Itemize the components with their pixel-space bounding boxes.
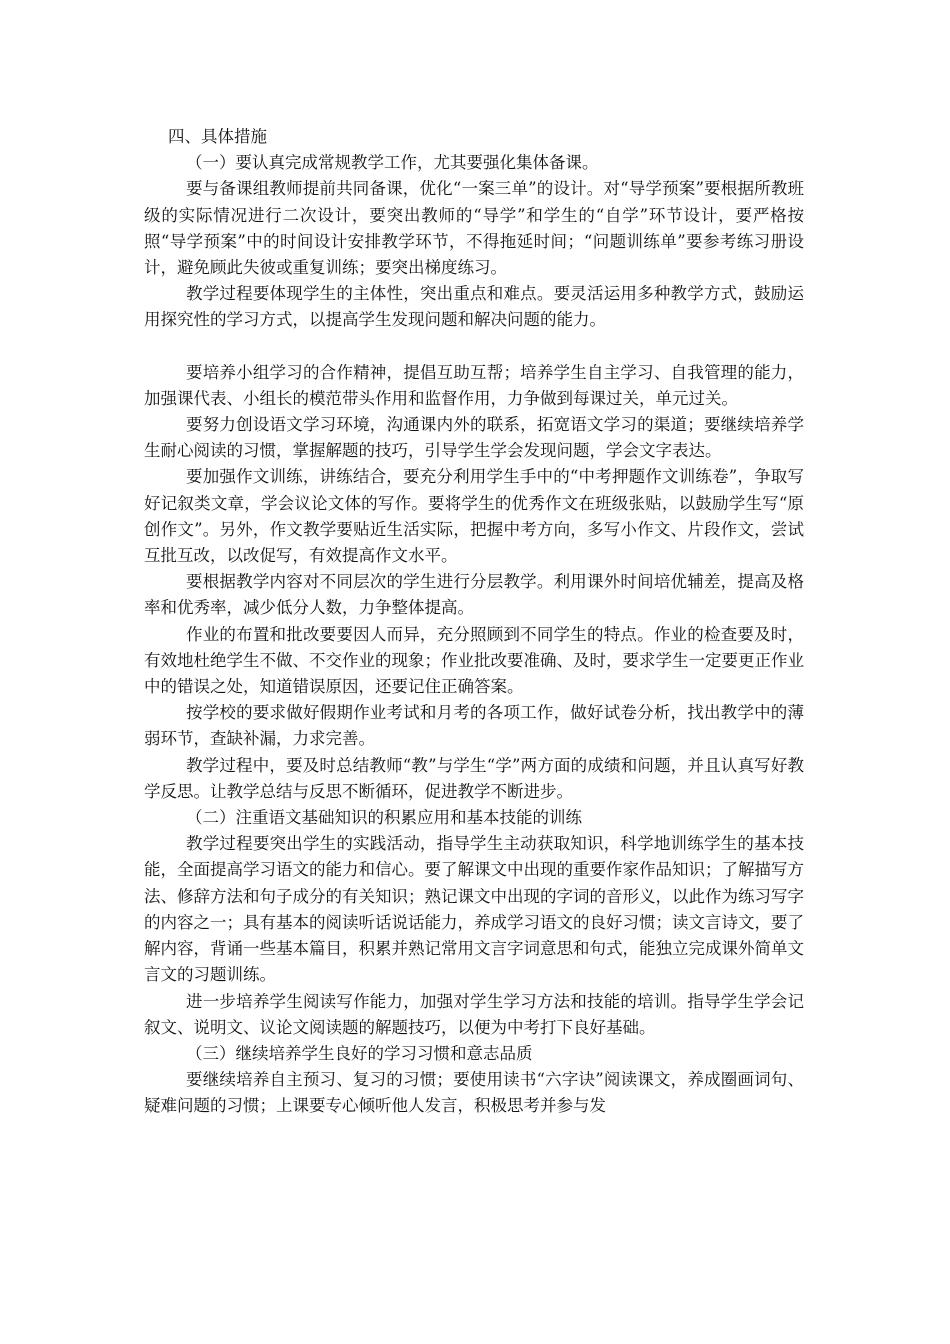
paragraph: 进一步培养学生阅读写作能力，加强对学生学习方法和技能的培训。指导学生学会记叙文、说明文、议论文阅读题的解题技巧，以便为中考打下良好基础。 [144,991,804,1037]
paragraph: 教学过程中，要及时总结教师“教”与学生“学”两方面的成绩和问题，并且认真写好教学反思。让教学总结与反思不断循环，促进教学不断进步。 [144,755,804,801]
paragraph: 教学过程要突出学生的实践活动，指导学生主动获取知识，科学地训练学生的基本技能，全面提高学习语文的能力和信心。要了解课文中出现的重要作家作品知识；了解描写方法、修辞方法和句子成分的有关知识；熟记课文中出现的字词的音形义，以此作为练习写字的内容之一；具有基本的阅读听话说话能力，养成学习语文的良好习惯；读文言诗文，要了解内容，背诵一些基本篇目，积累并熟记常用文言字词意思和句式，能独立完成课外简单文言文的习题训练。 [144,834,804,985]
section3-title: （三）继续培养学生良好的学习习惯和意志品质 [186,1043,533,1063]
paragraph: 要加强作文训练，讲练结合，要充分利用学生手中的“中考押题作文训练卷”，争取写好记叙类文章，学会议论文体的写作。要将学生的优秀作文在班级张贴，以鼓励学生写“原创作文”。另外，作文教学要贴近生活实际，把握中考方向，多写小作文、片段作文，尝试互批互改，以改促写，有效提高作文水平。 [144,467,804,566]
paragraph: 作业的布置和批改要要因人而异，充分照顾到不同学生的特点。作业的检查要及时，有效地杜绝学生不做、不交作业的现象；作业批改要准确、及时，要求学生一定要更正作业中的错误之处，知道错误原因，还要记住正确答案。 [144,624,804,697]
section2-title: （二）注重语文基础知识的积累应用和基本技能的训练 [186,808,582,828]
paragraph: 按学校的要求做好假期作业考试和月考的各项工作，做好试卷分析，找出教学中的薄弱环节，查缺补漏，力求完善。 [144,703,804,749]
document-body [144,124,804,1120]
section1-title: （一）要认真完成常规教学工作，尤其要强化集体备课。 [186,153,599,173]
paragraph: 要与备课组教师提前共同备课，优化“一案三单”的设计。对“导学预案”要根据所教班级的实际情况进行二次设计，要突出教师的“导学”和学生的“自学”环节设计，要严格按照“导学预案”中的时间设计安排教学环节，不得拖延时间；“问题训练单”要参考练习册设计，避免顾此失彼或重复训练；要突出梯度练习。 [144,179,804,278]
paragraph: 要继续培养自主预习、复习的习惯；要使用读书“六字诀”阅读课文，养成圈画词句、疑难问题的习惯；上课要专心倾听他人发言，积极思考并参与发 [144,1070,804,1116]
paragraph: 要根据教学内容对不同层次的学生进行分层教学。利用课外时间培优辅差，提高及格率和优秀率，减少低分人数，力争整体提高。 [144,572,804,618]
paragraph: 要培养小组学习的合作精神，提倡互助互帮；培养学生自主学习、自我管理的能力，加强课代表、小组长的模范带头作用和监督作用，力争做到每课过关，单元过关。 [144,362,804,408]
paragraph: 教学过程要体现学生的主体性，突出重点和难点。要灵活运用多种教学方式，鼓励运用探究性的学习方式，以提高学生发现问题和解决问题的能力。 [144,284,804,330]
section-heading: 四、具体措施 [168,127,267,146]
paragraph: 要努力创设语文学习环境，沟通课内外的联系，拓宽语文学习的渠道；要继续培养学生耐心阅读的习惯，掌握解题的技巧，引导学生学会发现问题，学会文字表达。 [144,415,804,461]
